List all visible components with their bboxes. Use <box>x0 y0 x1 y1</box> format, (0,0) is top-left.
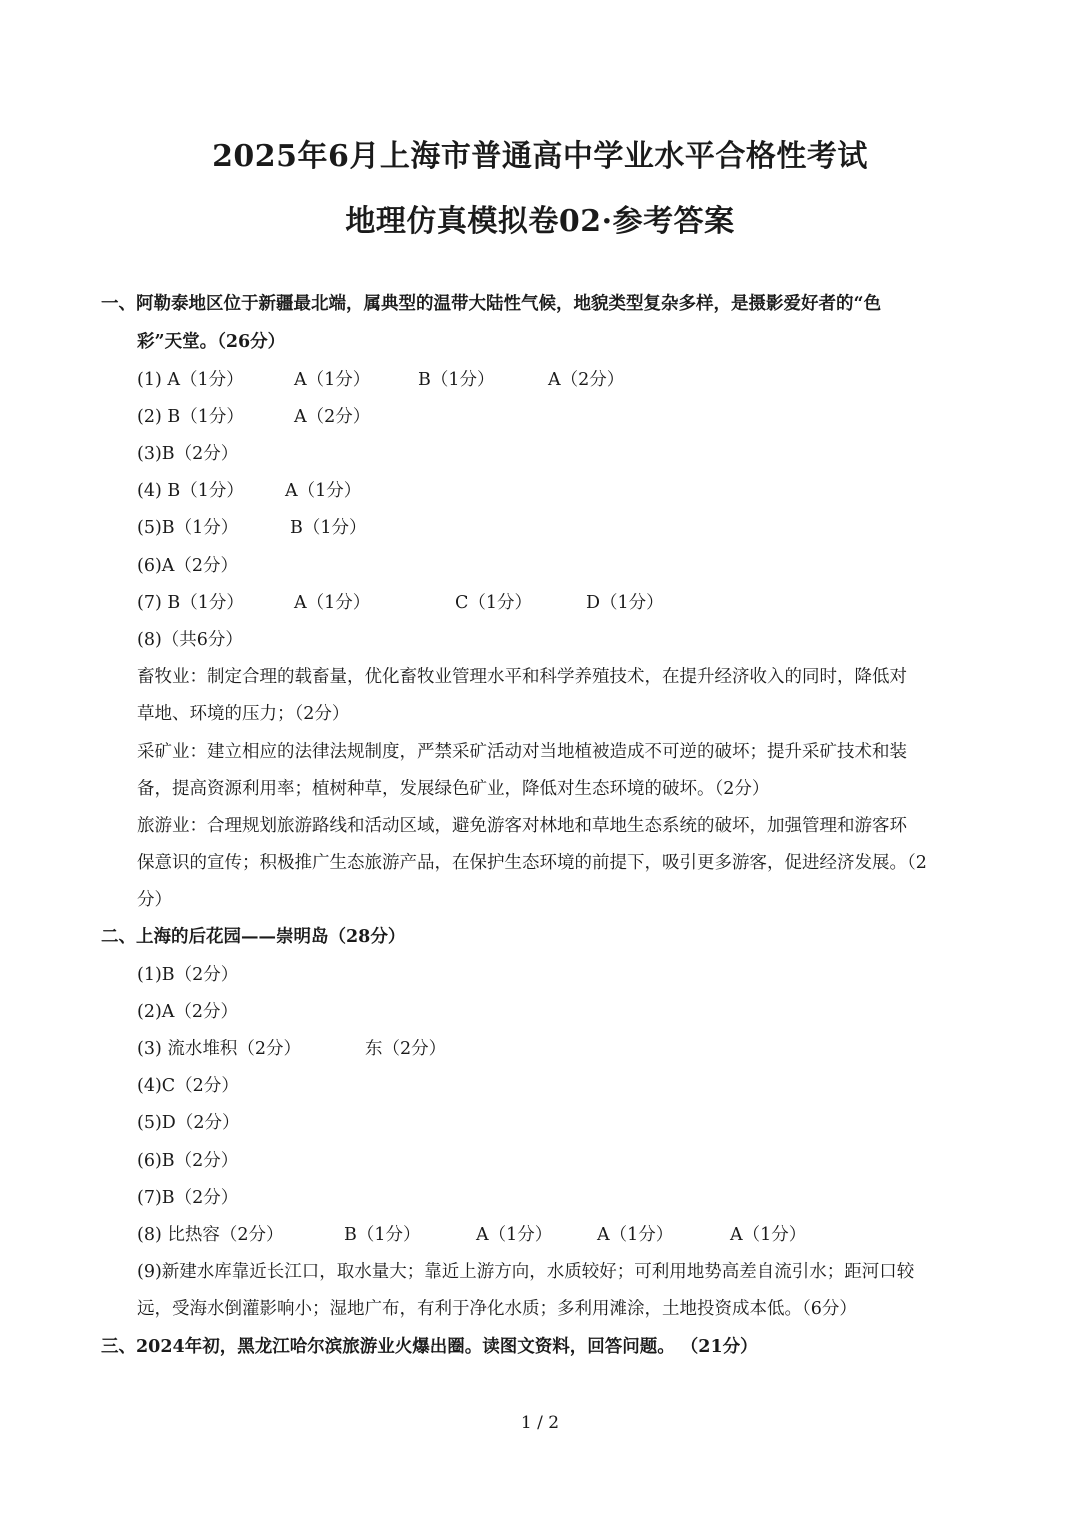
answer-2-6: (6)B（2分） <box>137 1151 239 1171</box>
answer-2-1: (1)B（2分） <box>137 965 239 985</box>
answer-item: (7) B（1分） <box>137 593 244 613</box>
answer-item: A（2分） <box>548 370 625 390</box>
answer-1-8-mining-cont: 备，提高资源利用率；植树种草，发展绿色矿业，降低对生态环境的破坏。（2分） <box>137 779 770 799</box>
answer-1-3: (3)B（2分） <box>137 444 239 464</box>
answer-2-4: (4)C（2分） <box>137 1076 239 1096</box>
section-2-heading: 二、上海的后花园——崇明岛（28分） <box>101 927 406 947</box>
answer-1-8-mining: 采矿业：建立相应的法律法规制度，严禁采矿活动对当地植被造成不可逆的破坏；提升采矿技术和装 <box>137 742 907 762</box>
answer-item: B（1分） <box>418 370 495 390</box>
answer-1-8-tourism: 旅游业：合理规划旅游路线和活动区域，避免游客对林地和草地生态系统的破坏，加强管理和游客环 <box>137 816 907 836</box>
answer-item: A（1分） <box>476 1225 553 1245</box>
answer-item: (5)B（1分） <box>137 518 239 538</box>
answer-item: (1) A（1分） <box>137 370 244 390</box>
answer-2-5: (5)D（2分） <box>137 1113 240 1133</box>
section-1-heading: 一、阿勒泰地区位于新疆最北端，属典型的温带大陆性气候，地貌类型复杂多样，是摄影爱好者的“色 <box>101 294 882 314</box>
answer-2-9-cont: 远，受海水倒灌影响小；湿地广布，有利于净化水质；多利用滩涂，土地投资成本低。（6分） <box>137 1299 857 1319</box>
answer-item: (8) 比热容（2分） <box>137 1225 284 1245</box>
answer-1-8-animal-husbandry: 畜牧业：制定合理的载畜量，优化畜牧业管理水平和科学养殖技术，在提升经济收入的同时，降低对 <box>137 667 907 687</box>
section-1-heading-cont: 彩”天堂。（26分） <box>137 332 286 352</box>
answer-item: A（1分） <box>294 370 371 390</box>
answer-item: C（1分） <box>455 593 533 613</box>
answer-1-8-animal-husbandry-cont: 草地、环境的压力；（2分） <box>137 704 350 724</box>
answer-2-2: (2)A（2分） <box>137 1002 239 1022</box>
answer-1-6: (6)A（2分） <box>137 556 239 576</box>
answer-item: B（1分） <box>290 518 367 538</box>
answer-item: B（1分） <box>344 1225 421 1245</box>
page-subtitle: 地理仿真模拟卷02·参考答案 <box>345 204 735 239</box>
page-number: 1 / 2 <box>520 1413 560 1433</box>
answer-item: A（1分） <box>730 1225 807 1245</box>
answer-2-7: (7)B（2分） <box>137 1188 239 1208</box>
answer-item: (4) B（1分） <box>137 481 244 501</box>
answer-item: A（1分） <box>597 1225 674 1245</box>
answer-item: A（2分） <box>294 407 371 427</box>
answer-1-8-tourism-end: 分） <box>137 890 172 910</box>
page-title: 2025年6月上海市普通高中学业水平合格性考试 <box>212 139 868 174</box>
answer-1-8-tourism-cont: 保意识的宣传；积极推广生态旅游产品，在保护生态环境的前提下，吸引更多游客，促进经济发展。（2 <box>137 853 927 873</box>
answer-item: 东（2分） <box>365 1039 447 1059</box>
answer-item: A（1分） <box>294 593 371 613</box>
answer-item: (3) 流水堆积（2分） <box>137 1039 301 1059</box>
answer-item: D（1分） <box>586 593 664 613</box>
answer-item: (2) B（1分） <box>137 407 244 427</box>
section-3-heading: 三、2024年初，黑龙江哈尔滨旅游业火爆出圈。读图文资料，回答问题。 （21分） <box>101 1337 758 1357</box>
answer-1-8: (8)（共6分） <box>137 630 243 650</box>
answer-item: A（1分） <box>285 481 362 501</box>
answer-2-9: (9)新建水库靠近长江口，取水量大；靠近上游方向，水质较好；可利用地势高差自流引水；距河口较 <box>137 1262 915 1282</box>
